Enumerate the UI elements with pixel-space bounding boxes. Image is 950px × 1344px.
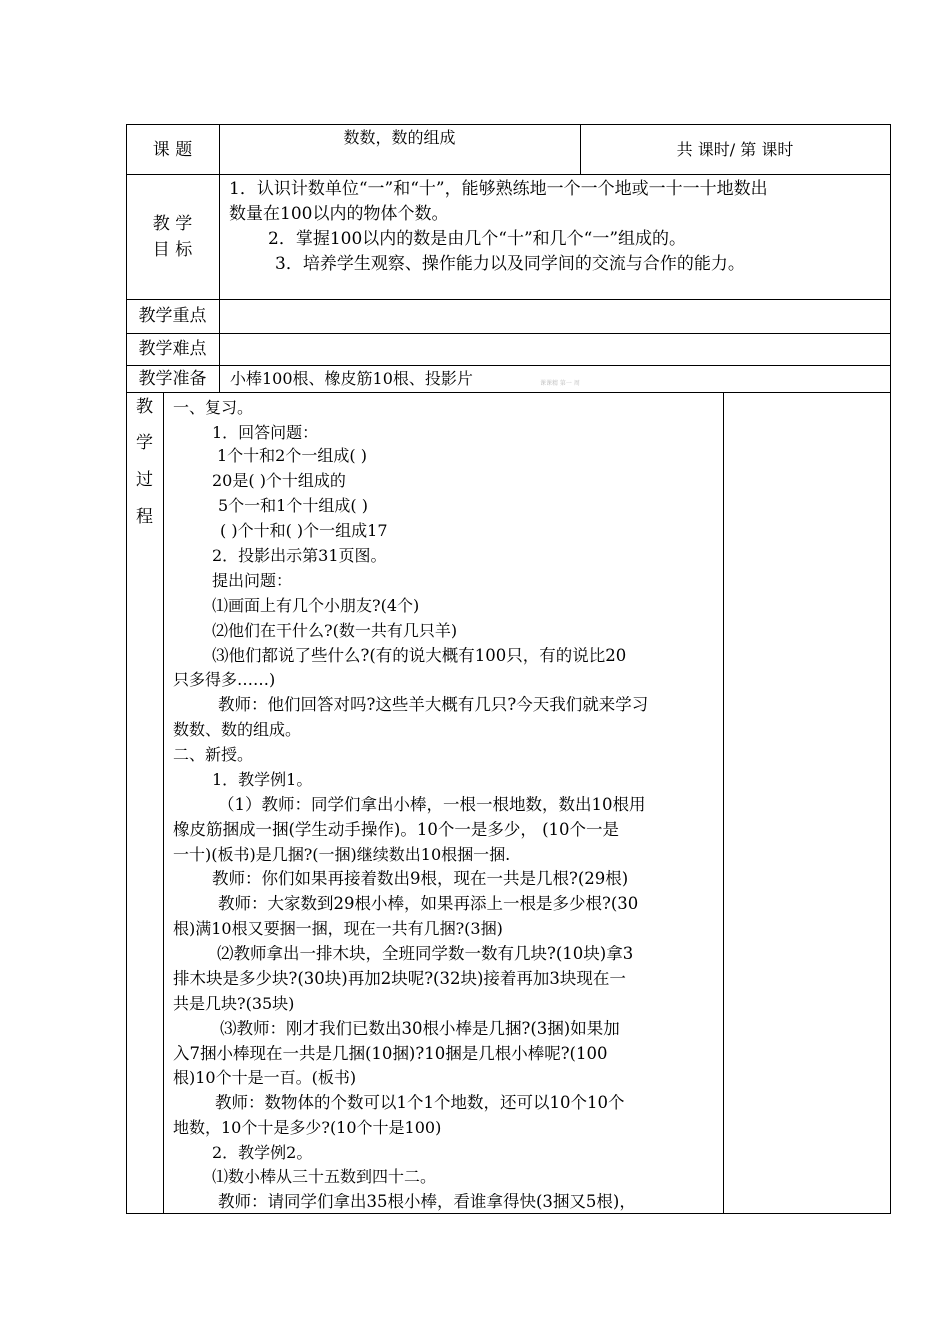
table-border-left xyxy=(126,124,127,1213)
process-line: ⑴画面上有几个小朋友?(4个) xyxy=(212,596,420,615)
process-label-char-4: 程 xyxy=(136,507,153,527)
process-line: 教师：数物体的个数可以1个1个地数，还可以10个10个 xyxy=(215,1093,625,1112)
process-line: 入7捆小棒现在一共是几捆(10捆)?10捆是几根小棒呢?(100 xyxy=(173,1044,608,1063)
process-line: 橡皮筋捆成一捆(学生动手操作)。10个一是多少， (10个一是 xyxy=(173,820,620,839)
process-line: ⑴数小棒从三十五数到四十二。 xyxy=(212,1167,437,1186)
row-divider-3 xyxy=(126,333,891,334)
process-line: 1．教学例1。 xyxy=(212,770,313,789)
process-line: 根)满10根又要捆一捆，现在一共有几捆?(3捆) xyxy=(173,919,503,938)
process-line: 教师：你们如果再接着数出9根，现在一共是几根?(29根) xyxy=(212,869,629,888)
topic-title: 数数，数的组成 xyxy=(343,128,456,147)
table-border-right xyxy=(890,124,891,1213)
process-label-char-2: 学 xyxy=(136,433,153,453)
objective-line-2: 数量在100以内的物体个数。 xyxy=(229,204,449,224)
process-line: 提出问题： xyxy=(212,571,293,590)
row-divider-2 xyxy=(126,299,891,300)
process-line: 5个一和1个十组成( ) xyxy=(218,496,368,515)
process-line: 教师：大家数到29根小棒，如果再添上一根是多少根?(30 xyxy=(218,894,639,913)
process-label-divider xyxy=(163,392,164,1213)
row-divider-4 xyxy=(126,365,891,366)
process-line: 数数、数的组成。 xyxy=(173,720,302,739)
process-line: 1个十和2个一组成( ) xyxy=(217,446,367,465)
process-line: ( )个十和( )个一组成17 xyxy=(220,521,388,540)
process-line: ⑵教师拿出一排木块，全班同学数一数有几块?(10块)拿3 xyxy=(217,944,634,963)
row-divider-5 xyxy=(126,392,891,393)
process-line: （1）教师：同学们拿出小棒，一根一根地数，数出10根用 xyxy=(218,795,646,814)
preparation-value: 小棒100根、橡皮筋10根、投影片 xyxy=(230,369,473,388)
process-line: ⑵他们在干什么?(数一共有几只羊) xyxy=(212,621,458,640)
objective-line-1: 1．认识计数单位“一”和“十”，能够熟练地一个一个地或一十一十地数出 xyxy=(229,179,768,199)
preparation-watermark: 课课精 第一 周 xyxy=(540,380,580,387)
objective-line-3: 2．掌握100以内的数是由几个“十”和几个“一”组成的。 xyxy=(268,229,687,249)
process-line: 1．回答问题： xyxy=(212,423,319,442)
objectives-label-line2: 目 标 xyxy=(152,240,193,260)
process-line: ⑶他们都说了些什么?(有的说大概有100只，有的说比20 xyxy=(212,646,627,665)
table-border-top xyxy=(126,124,891,125)
process-line: 一、复习。 xyxy=(173,398,254,417)
process-line: ⑶教师：刚才我们已数出30根小棒是几捆?(3捆)如果加 xyxy=(220,1019,620,1038)
table-border-bottom xyxy=(126,1213,891,1214)
process-line: 地数，10个十是多少?(10个十是100) xyxy=(173,1118,442,1137)
preparation-label: 教学准备 xyxy=(138,369,207,389)
process-line: 只多得多……) xyxy=(173,670,276,689)
lesson-count: 共 课时/ 第 课时 xyxy=(676,140,794,159)
process-line: 2．教学例2。 xyxy=(212,1143,313,1162)
process-line: 排木块是多少块?(30块)再加2块呢?(32块)接着再加3块现在一 xyxy=(173,969,626,988)
process-label-char-1: 教 xyxy=(136,397,153,417)
process-line: 根)10个十是一百。(板书) xyxy=(173,1068,357,1087)
key-points-label: 教学重点 xyxy=(138,306,207,326)
process-line: 一十)(板书)是几捆?(一捆)继续数出10根捆一捆. xyxy=(173,845,511,864)
process-line: 共是几块?(35块) xyxy=(173,994,295,1013)
process-line: 教师：请同学们拿出35根小棒，看谁拿得快(3捆又5根)， xyxy=(218,1192,636,1211)
process-line: 2．投影出示第31页图。 xyxy=(212,546,387,565)
topic-label: 课 题 xyxy=(152,140,193,160)
process-line: 二、新授。 xyxy=(173,745,254,764)
process-label-char-3: 过 xyxy=(136,470,153,490)
process-line: 教师：他们回答对吗?这些羊大概有几只?今天我们就来学习 xyxy=(218,695,649,714)
label-column-divider xyxy=(219,124,220,392)
row-divider-1 xyxy=(126,174,891,175)
difficulties-label: 教学难点 xyxy=(138,339,207,359)
objectives-label-line1: 教 学 xyxy=(152,214,193,234)
process-line: 20是( )个十组成的 xyxy=(212,471,346,490)
objective-line-4: 3．培养学生观察、操作能力以及同学间的交流与合作的能力。 xyxy=(275,254,745,274)
process-notes-divider xyxy=(723,392,724,1213)
